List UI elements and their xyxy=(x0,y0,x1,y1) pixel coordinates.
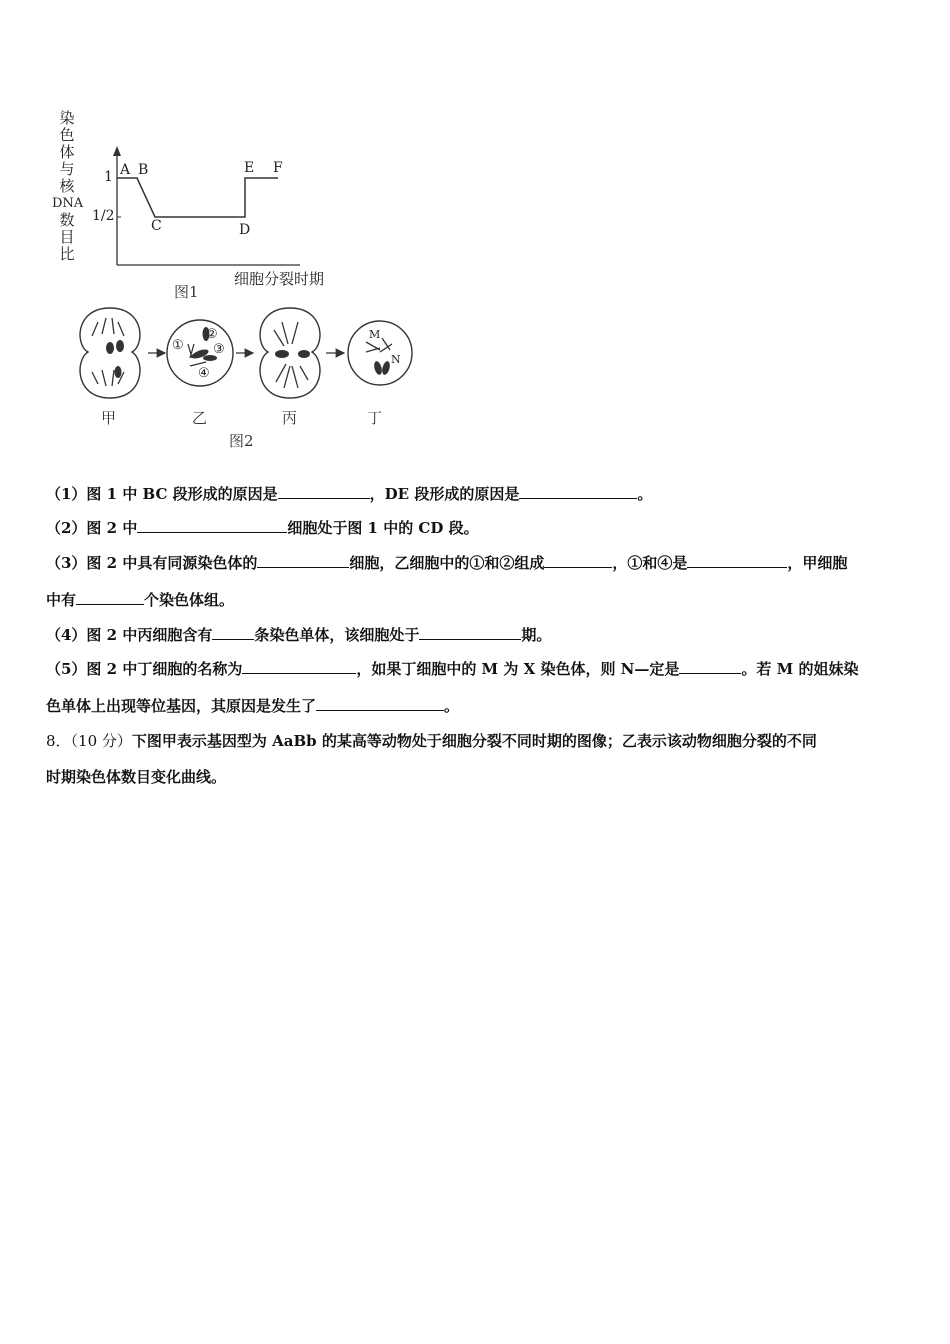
point-label-a: A xyxy=(120,162,131,178)
question-2 xyxy=(46,518,906,538)
question-5-line-1 xyxy=(46,659,906,679)
yi-mark-1: ① xyxy=(172,338,184,353)
q5-blank-2[interactable] xyxy=(679,659,741,674)
q3-text-f: 个染色体组。 xyxy=(144,591,235,609)
y-label-char: 与 xyxy=(59,160,75,178)
question-5-line-2 xyxy=(46,696,906,716)
q3-blank-3[interactable] xyxy=(687,553,787,568)
figure2-caption: 图2 xyxy=(229,432,254,450)
q1-text-c: 。 xyxy=(637,485,653,503)
point-label-b: B xyxy=(138,162,149,178)
question-3-line-1 xyxy=(46,553,906,573)
q3-text-d: ，甲细胞 xyxy=(787,554,848,572)
q4-text-a: （4）图 2 中丙细胞含有 xyxy=(46,626,213,644)
q1-blank-2[interactable] xyxy=(519,484,637,499)
y-label-char: 数 xyxy=(59,211,75,229)
q3-text-e: 中有 xyxy=(46,591,77,609)
y-tick-label: 1/2 xyxy=(92,208,115,224)
q5-blank-3[interactable] xyxy=(316,696,444,711)
ding-mark-m: M xyxy=(369,328,381,341)
figure1-caption: 图1 xyxy=(174,283,199,301)
question-1 xyxy=(46,484,906,504)
point-label-c: C xyxy=(151,218,162,234)
q5-text-a: （5）图 2 中丁细胞的名称为 xyxy=(46,660,243,678)
y-label-char: 染 xyxy=(59,109,75,127)
figure1-chart xyxy=(0,0,420,300)
q3-text-c: ，①和④是 xyxy=(612,554,688,572)
q4-blank-2[interactable] xyxy=(419,625,521,640)
q3-blank-2[interactable] xyxy=(544,553,612,568)
q8-text-a: 下图甲表示基因型为 AaBb 的某高等动物处于细胞分裂不同时期的图像；乙表示该动物细胞分裂的不同 xyxy=(131,732,817,750)
q8-text-b: 时期染色体数目变化曲线。 xyxy=(46,768,227,786)
cell-jia xyxy=(80,308,140,398)
y-label-char: 色 xyxy=(59,126,75,144)
q3-blank-1[interactable] xyxy=(257,553,349,568)
y-label-char: DNA xyxy=(52,196,84,211)
cell-label-jia: 甲 xyxy=(101,409,117,427)
y-label-char: 比 xyxy=(59,245,75,263)
cell-bing xyxy=(260,308,320,398)
q2-blank-1[interactable] xyxy=(137,518,287,533)
q5-blank-1[interactable] xyxy=(242,659,356,674)
yi-mark-2: ② xyxy=(206,327,218,342)
y-axis-arrow xyxy=(113,146,121,156)
y-label-char: 体 xyxy=(59,143,75,161)
y-label-char: 核 xyxy=(59,177,75,195)
q3-text-b: 细胞，乙细胞中的①和②组成 xyxy=(349,554,545,572)
q5-text-b: ，如果丁细胞中的 M 为 X 染色体，则 N—定是 xyxy=(356,660,680,678)
q1-text-b: ，DE 段形成的原因是 xyxy=(369,485,520,503)
cell-label-bing: 丙 xyxy=(282,409,298,427)
q2-text-a: （2）图 2 中 xyxy=(46,519,138,537)
figure2-cells xyxy=(70,300,420,410)
q8-number: 8．（10 分） xyxy=(46,732,132,750)
q5-text-c: 。若 M 的姐妹染 xyxy=(741,660,859,678)
point-label-f: F xyxy=(273,160,283,176)
cell-label-ding: 丁 xyxy=(367,409,383,427)
point-label-e: E xyxy=(244,160,255,176)
q2-text-b: 细胞处于图 1 中的 CD 段。 xyxy=(287,519,479,537)
x-axis-label: 细胞分裂时期 xyxy=(234,270,325,288)
cell-label-yi: 乙 xyxy=(192,409,208,427)
q1-blank-1[interactable] xyxy=(278,484,370,499)
q4-text-b: 条染色单体，该细胞处于 xyxy=(254,626,420,644)
question-3-line-2 xyxy=(46,590,906,610)
ding-mark-n: N xyxy=(391,353,401,366)
q3-text-a: （3）图 2 中具有同源染色体的 xyxy=(46,554,258,572)
question-4 xyxy=(46,625,906,645)
q5-text-d: 色单体上出现等位基因，其原因是发生了 xyxy=(46,697,317,715)
question-8-line-2 xyxy=(46,767,906,787)
q1-text-a: （1）图 1 中 BC 段形成的原因是 xyxy=(46,485,278,503)
question-8-line-1 xyxy=(46,731,906,751)
y-tick-label: 1 xyxy=(104,169,113,185)
q4-text-c: 期。 xyxy=(521,626,552,644)
yi-mark-4: ④ xyxy=(198,366,210,381)
ratio-curve xyxy=(117,178,278,217)
q3-blank-4[interactable] xyxy=(76,590,144,605)
q5-text-e: 。 xyxy=(444,697,460,715)
yi-mark-3: ③ xyxy=(213,342,225,357)
q4-blank-1[interactable] xyxy=(212,625,254,640)
y-label-char: 目 xyxy=(59,228,75,246)
point-label-d: D xyxy=(239,222,251,238)
